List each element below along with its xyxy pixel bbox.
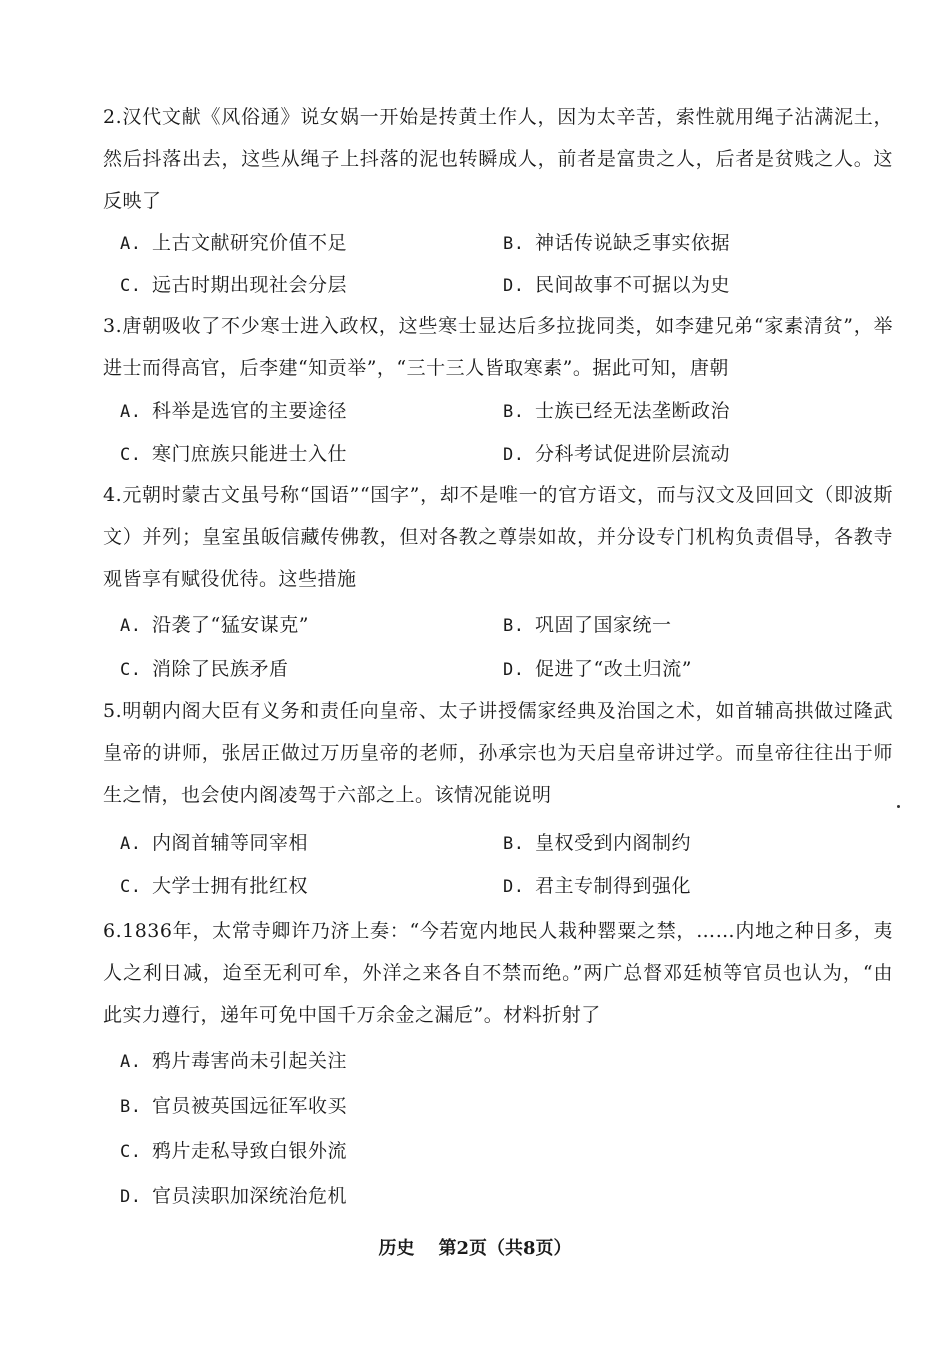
option-letter: A.	[120, 834, 142, 854]
question-3-stem: 3.唐朝吸收了不少寒士进入政权，这些寒士显达后多拉拢同类，如李建兄弟“家素清贫”，举进士而得高官，后李建“知贡举”，“三十三人皆取寒素”。据此可知，唐朝	[103, 315, 893, 379]
option-text: 官员被英国远征军收买	[152, 1095, 348, 1117]
option-letter: B.	[503, 834, 525, 854]
option-text: 鸦片走私导致白银外流	[152, 1140, 348, 1162]
option-letter: B.	[503, 616, 525, 636]
question-4-option-d[interactable]	[503, 654, 692, 685]
question-5-option-c[interactable]	[120, 871, 308, 902]
scan-speck	[897, 805, 900, 808]
option-text: 科举是选官的主要途径	[152, 400, 348, 422]
option-letter: A.	[120, 402, 142, 422]
option-letter: C.	[120, 877, 142, 897]
option-text: 内阁首辅等同宰相	[152, 832, 309, 854]
option-text: 君主专制得到强化	[535, 875, 692, 897]
option-letter: D.	[503, 660, 525, 680]
option-letter: C.	[120, 1142, 142, 1162]
option-letter: D.	[503, 877, 525, 897]
question-6-option-b[interactable]	[120, 1091, 347, 1122]
option-letter: C.	[120, 445, 142, 465]
question-5-option-a[interactable]	[120, 828, 308, 859]
question-4-option-a[interactable]	[120, 610, 309, 641]
option-text: 大学士拥有批红权	[152, 875, 309, 897]
question-2-option-c[interactable]	[120, 270, 347, 301]
option-text: 皇权受到内阁制约	[535, 832, 692, 854]
question-6-option-a[interactable]	[120, 1046, 347, 1077]
option-letter: B.	[503, 402, 525, 422]
option-text: 上古文献研究价值不足	[152, 232, 348, 254]
question-2-option-b[interactable]	[503, 228, 730, 259]
option-letter: A.	[120, 234, 142, 254]
option-letter: A.	[120, 616, 142, 636]
option-text: 鸦片毒害尚未引起关注	[152, 1050, 348, 1072]
page-footer	[0, 1234, 950, 1264]
question-2-option-d[interactable]	[503, 270, 730, 301]
option-text: 神话传说缺乏事实依据	[535, 232, 731, 254]
question-4-option-c[interactable]	[120, 654, 289, 685]
option-text: 沿袭了“猛安谋克”	[152, 614, 309, 636]
question-3-option-c[interactable]	[120, 439, 347, 470]
question-3-option-b[interactable]	[503, 396, 730, 427]
option-text: 远古时期出现社会分层	[152, 274, 348, 296]
question-6-option-c[interactable]	[120, 1136, 347, 1167]
question-2-option-a[interactable]	[120, 228, 347, 259]
option-text: 官员渎职加深统治危机	[152, 1185, 348, 1207]
question-5-stem: 5.明朝内阁大臣有义务和责任向皇帝、太子讲授儒家经典及治国之术，如首辅高拱做过隆武皇帝的讲师，张居正做过万历皇帝的老师，孙承宗也为天启皇帝讲过学。而皇帝往往出于师生之情，也会使内阁凌驾于六部之上。该情况能说明	[103, 700, 893, 806]
option-letter: D.	[120, 1187, 142, 1207]
question-4-option-b[interactable]	[503, 610, 672, 641]
footer-subject: 历史	[378, 1238, 415, 1259]
question-3-option-d[interactable]	[503, 439, 730, 470]
option-text: 士族已经无法垄断政治	[535, 400, 731, 422]
option-text: 民间故事不可据以为史	[535, 274, 731, 296]
option-text: 巩固了国家统一	[535, 614, 672, 636]
option-letter: C.	[120, 660, 142, 680]
option-letter: D.	[503, 445, 525, 465]
question-4-stem: 4.元朝时蒙古文虽号称“国语”“国字”，却不是唯一的官方语文，而与汉文及回回文（即波斯文）并列；皇室虽皈信藏传佛教，但对各教之尊崇如故，并分设专门机构负责倡导，各教寺观皆享有赋役优待。这些措施	[103, 484, 893, 590]
question-6-option-d[interactable]	[120, 1181, 347, 1212]
question-3-option-a[interactable]	[120, 396, 347, 427]
option-text: 促进了“改土归流”	[535, 658, 692, 680]
question-6-stem: 6.1836年，太常寺卿许乃济上奏：“今若宽内地民人栽种罂粟之禁，……内地之种日多，夷人之利日减，迨至无利可牟，外洋之来各自不禁而绝。”两广总督邓廷桢等官员也认为，“由此实力遵行，递年可免中国千万余金之漏卮”。材料折射了	[103, 920, 893, 1026]
option-letter: B.	[120, 1097, 142, 1117]
option-letter: C.	[120, 276, 142, 296]
question-2-stem: 2.汉代文献《风俗通》说女娲一开始是抟黄土作人，因为太辛苦，索性就用绳子沾满泥土，然后抖落出去，这些从绳子上抖落的泥也转瞬成人，前者是富贵之人，后者是贫贱之人。这反映了	[103, 106, 893, 212]
option-letter: D.	[503, 276, 525, 296]
option-text: 寒门庶族只能进士入仕	[152, 443, 348, 465]
question-5-option-b[interactable]	[503, 828, 691, 859]
footer-page-info: 第2页（共8页）	[438, 1238, 572, 1259]
option-text: 分科考试促进阶层流动	[535, 443, 731, 465]
question-5-option-d[interactable]	[503, 871, 691, 902]
option-letter: B.	[503, 234, 525, 254]
option-letter: A.	[120, 1052, 142, 1072]
option-text: 消除了民族矛盾	[152, 658, 289, 680]
